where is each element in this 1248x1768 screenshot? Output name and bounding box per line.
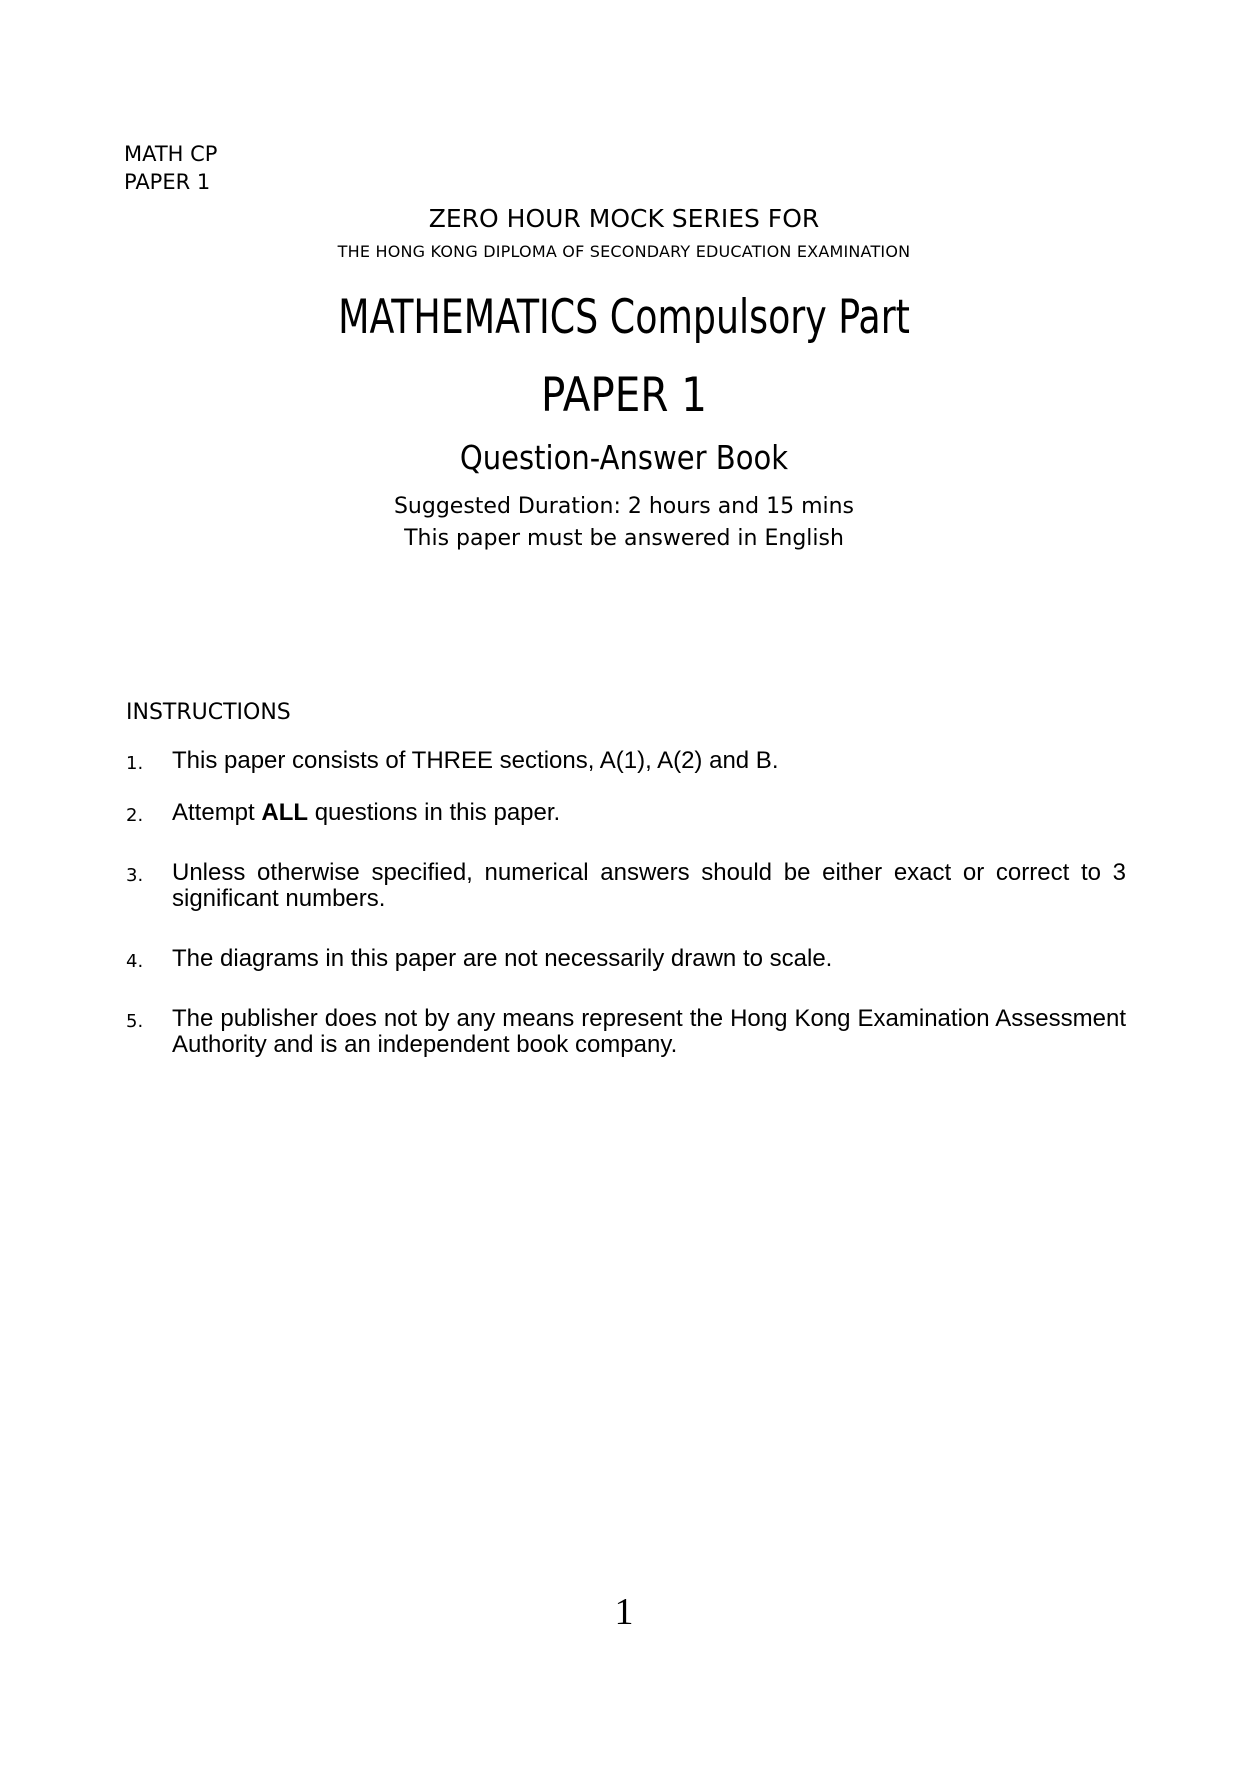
subject-code: MATH CP xyxy=(124,142,218,166)
instruction-number: 4. xyxy=(126,951,144,972)
instruction-number: 3. xyxy=(126,865,144,886)
instruction-text: The diagrams in this paper are not necessarily drawn to scale. xyxy=(172,945,833,972)
instruction-number: 2. xyxy=(126,805,144,826)
instruction-text-bold: ALL xyxy=(261,799,309,826)
instructions-list xyxy=(126,748,1126,1058)
series-title: ZERO HOUR MOCK SERIES FOR xyxy=(428,204,820,233)
book-title: Question-Answer Book xyxy=(459,438,789,477)
instruction-text-after: questions in this paper. xyxy=(308,799,561,826)
instruction-item xyxy=(126,748,1126,774)
paper-code: PAPER 1 xyxy=(124,170,211,194)
language-text: This paper must be answered in English xyxy=(404,526,844,551)
instruction-text: This paper consists of THREE sections, A(1), A(2) and B. xyxy=(172,747,779,774)
page-number: 1 xyxy=(614,1591,634,1633)
instruction-text: The publisher does not by any means represent the Hong Kong Examination Assessment Authority and is an independent book company. xyxy=(172,1005,1126,1058)
subject-title: MATHEMATICS Compulsory Part xyxy=(338,290,910,345)
paper-title: PAPER 1 xyxy=(540,368,708,423)
instruction-number: 5. xyxy=(126,1011,144,1032)
exam-title: THE HONG KONG DIPLOMA OF SECONDARY EDUCATION EXAMINATION xyxy=(337,242,911,261)
instruction-number: 1. xyxy=(126,753,144,774)
instruction-item xyxy=(126,946,1126,972)
instruction-item xyxy=(126,1006,1126,1058)
instruction-item xyxy=(126,800,1126,826)
duration-text: Suggested Duration: 2 hours and 15 mins xyxy=(393,494,855,519)
instruction-text: Unless otherwise specified, numerical answers should be either exact or correct to 3 significant numbers. xyxy=(172,859,1126,912)
instruction-item xyxy=(126,860,1126,912)
instructions-heading: INSTRUCTIONS xyxy=(126,700,291,725)
paper-code-block xyxy=(124,140,217,196)
instruction-text-before: Attempt xyxy=(172,799,262,826)
